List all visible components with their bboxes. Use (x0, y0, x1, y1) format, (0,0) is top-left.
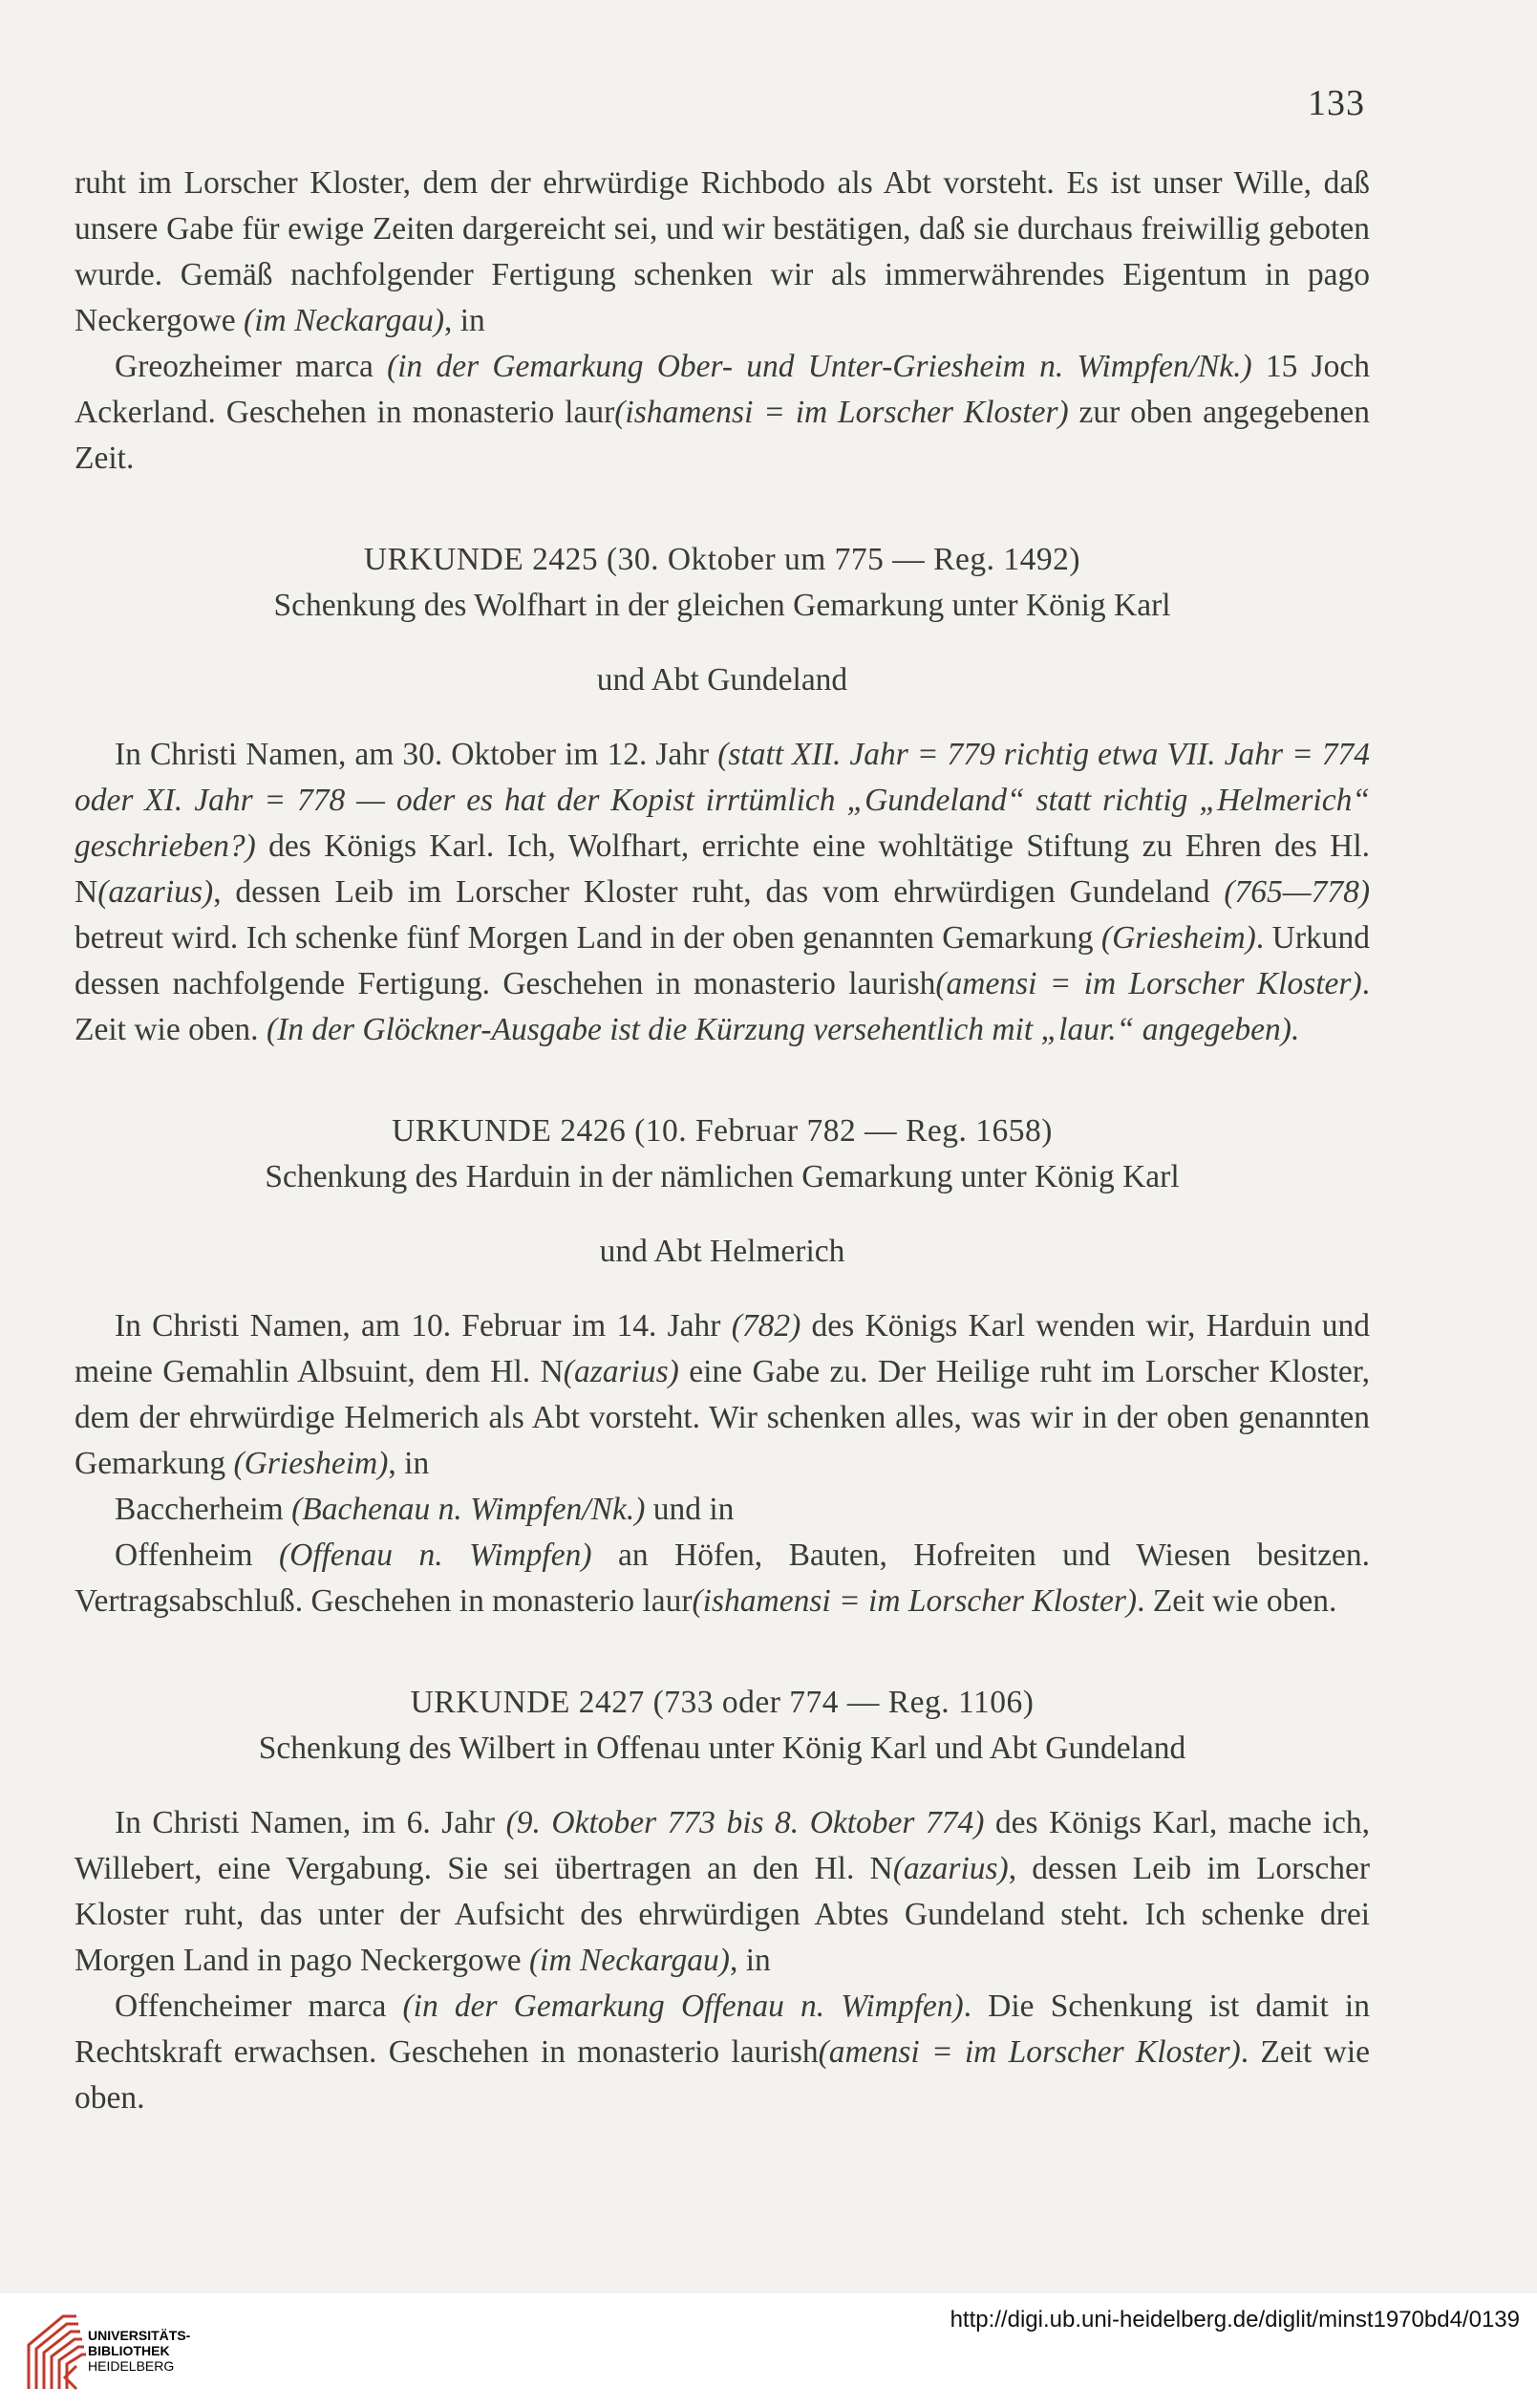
text-run: eine Gabe zu. Der Heilige ruht im Lorscher Kloster, dem der ehrwürdige Helmerich als Abt vorsteht. Wir schenken alles, was wir in der oben genannten Gemarkung (75, 1354, 1370, 1481)
section-heading-2427: URKUNDE 2427 (733 oder 774 — Reg. 1106) (410, 1685, 1035, 1720)
italic-annotation: (ishamensi = im Lorscher Kloster) (614, 395, 1069, 430)
italic-annotation: (Bachenau n. Wimpfen/Nk.) (291, 1492, 646, 1527)
italic-annotation: (azarius) (97, 874, 214, 910)
section-heading-2426: URKUNDE 2426 (10. Februar 782 — Reg. 1658) (392, 1113, 1053, 1149)
page-body (75, 161, 1370, 2121)
text-run: In Christi Namen, am 10. Februar im 14. Jahr (115, 1308, 732, 1344)
italic-annotation: (9. Oktober 773 bis 8. Oktober 774) (505, 1805, 985, 1840)
italic-annotation: (782) (731, 1308, 801, 1344)
text-run: des Königs Karl, mache ich, Willebert, eine Vergabung. Sie sei übertragen an den Hl. N (75, 1805, 1371, 1886)
logo-line: BIBLIOTHEK (88, 2343, 170, 2358)
text-run: . Die Schenkung ist damit in Rechtskraft erwachsen. Geschehen in monasterio laurish (75, 1989, 1370, 2070)
text-run: Baccherheim (115, 1492, 292, 1527)
italic-annotation: (im Neckargau) (529, 1943, 730, 1978)
logo-line: UNIVERSITÄTS- (88, 2328, 191, 2343)
section-title-line: Schenkung des Harduin in der nämlichen Gemarkung unter König Karl (265, 1159, 1180, 1194)
paragraph (75, 344, 1370, 482)
section-title-line: Schenkung des Wilbert in Offenau unter König Karl und Abt Gundeland (258, 1731, 1186, 1766)
text-run (1124, 2034, 1136, 2070)
text-run: , in (388, 1446, 430, 1481)
italic-annotation: (amensi = im Lorscher Kloster) (935, 966, 1362, 1001)
text-run: zur oben angegebenen Zeit. (75, 395, 1370, 476)
text-run: des Königs Karl wenden wir, Harduin und meine Gemahlin Albsuint, dem Hl. N (75, 1308, 1370, 1389)
paragraph (75, 161, 1370, 344)
library-logo-text (88, 2328, 190, 2374)
text-run: . Zeit wie oben. (75, 966, 1370, 1047)
section-title-line: und Abt Helmerich (599, 1234, 845, 1269)
text-run: . Zeit wie oben. (1137, 1583, 1337, 1619)
section-heading-2425: URKUNDE 2425 (30. Oktober um 775 — Reg. 1492) (363, 542, 1081, 577)
section-title-line: Schenkung des Wolfhart in der gleichen Gemarkung unter König Karl (273, 588, 1171, 623)
source-url-link[interactable]: http://digi.ub.uni-heidelberg.de/diglit/minst1970bd4/0139 (950, 2307, 1520, 2333)
text-run: In Christi Namen, am 30. Oktober im 12. Jahr (115, 737, 718, 772)
text-run: In Christi Namen, im 6. Jahr (115, 1805, 506, 1840)
paragraph (75, 1984, 1370, 2121)
text-run: Greozheimer marca (115, 349, 388, 384)
italic-annotation: (statt XII. Jahr = 779 richtig etwa VII. Jahr = 774 oder XI. Jahr = 778 — oder es hat der Kopist irrtümlich „Gundeland“ statt richtig „Helmerich“ geschrieben?) (75, 737, 1370, 864)
italic-annotation: (in der Gemarkung Offenau n. Wimpfen) (402, 1989, 964, 2024)
section-title-line: und Abt Gundeland (596, 662, 848, 698)
text-run: an Höfen, Bauten, Hofreiten und Wiesen besitzen. Vertragsabschluß. Geschehen in monasterio laur (75, 1537, 1370, 1619)
italic-annotation: (im Neckargau) (244, 303, 444, 338)
italic-annotation: (azarius) (892, 1851, 1009, 1886)
paragraph (75, 732, 1370, 1053)
text-run: Offenheim (115, 1537, 279, 1573)
text-run: ruht im Lorscher Kloster, dem der ehrwürdige Richbodo als Abt vorsteht. Es ist unser Wille, daß unsere Gabe für ewige Zeiten dargereicht sei, und wir bestätigen, daß sie durchaus freiwillig geboten wurde. Gemäß nachfolgender Fertigung schenken wir als immerwährendes Eigentum in pago Neckergowe (75, 165, 1370, 338)
italic-annotation: (Offenau n. Wimpfen) (278, 1537, 592, 1573)
paragraph (75, 1800, 1370, 1984)
text-run: betreut wird. Ich schenke fünf Morgen Land in der oben genannten Gemarkung (75, 920, 1101, 956)
italic-annotation: (in der Gemarkung Ober- und Unter-Griesheim n. Wimpfen/Nk.) (387, 349, 1252, 384)
paragraph (75, 1303, 1370, 1487)
italic-annotation: (Griesheim) (1100, 920, 1256, 956)
page-number: 133 (1308, 83, 1365, 123)
text-run: , in (443, 303, 485, 338)
italic-annotation: (ishamensi = im Lorscher Kloster) (692, 1583, 1138, 1619)
text-run: , in (729, 1943, 771, 1978)
text-run: des Königs Karl. Ich, Wolfhart, errichte eine wohltätige Stiftung zu Ehren des Hl. N (75, 828, 1370, 910)
italic-annotation: (amensi = im Lorscher (818, 2034, 1124, 2070)
text-run: Offencheimer marca (115, 1989, 403, 2024)
italic-annotation: (In der Glöckner-Ausgabe ist die Kürzung versehentlich mit „laur.“ angegeben). (266, 1012, 1300, 1047)
paragraph (75, 1487, 1370, 1533)
footer-bar (0, 2293, 1537, 2408)
paragraph (75, 1533, 1370, 1624)
italic-annotation: (Griesheim) (233, 1446, 389, 1481)
text-run: . Zeit wie oben. (75, 2034, 1370, 2116)
italic-annotation: (azarius) (563, 1354, 679, 1389)
text-run: , dessen Leib im Lorscher Kloster ruht, das unter der Aufsicht des ehrwürdigen Abtes Gundeland steht. Ich schenke drei Morgen Land in pago Neckergowe (75, 1851, 1370, 1978)
logo-line: HEIDELBERG (88, 2358, 175, 2374)
text-run: , dessen Leib im Lorscher Kloster ruht, das vom ehrwürdigen Gundeland (213, 874, 1225, 910)
text-run: . Urkund dessen nachfolgende Fertigung. Geschehen in monasterio laurish (75, 920, 1370, 1001)
italic-annotation: Kloster) (1135, 2034, 1241, 2070)
text-run: 15 Joch Ackerland. Geschehen in monasterio laur (75, 349, 1370, 430)
italic-annotation: (765—778) (1224, 874, 1370, 910)
text-run: und in (645, 1492, 735, 1527)
